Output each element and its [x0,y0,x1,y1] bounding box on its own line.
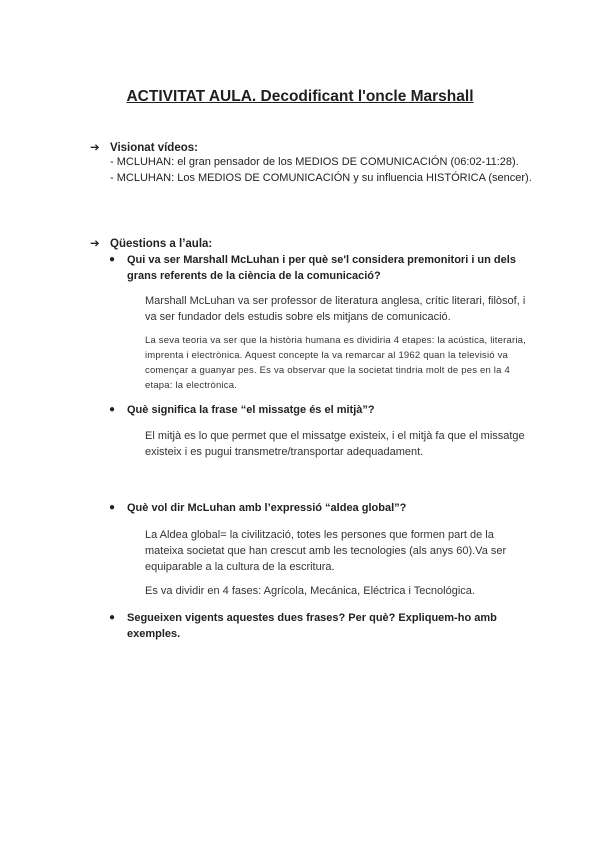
arrow-icon: ➔ [90,142,100,154]
bullet-icon: ● [109,254,116,265]
question-4 [109,610,527,642]
question-2 [109,402,527,418]
bullet-icon: ● [109,404,116,415]
question-2-text: Què significa la frase “el missatge és el mitjà”? [127,404,375,416]
question-3-answer-2: Es va dividir en 4 fases: Agrícola, Mecánica, Eléctrica i Tecnológica. [145,585,475,597]
question-1-answer-1: Marshall McLuhan va ser professor de literatura anglesa, crític literari, filòsof, i va ser fundador dels estudis sobre els mitjans de comunicació. [145,295,526,323]
section-questions-heading [90,236,212,250]
question-3-answer-1: La Aldea global= la civilització, totes les persones que formen part de la mateixa societat que han crescut amb les tecnologies (als anys 60).Va ser equiparable a la cultura de la escritura. [145,529,507,573]
video-line-1: - MCLUHAN: el gran pensador de los MEDIOS DE COMUNICACIÓN (06:02-11:28). [110,156,519,168]
question-3-text: Què vol dir McLuhan amb l’expressió “aldea global”? [127,502,407,514]
video-line-2: - MCLUHAN: Los MEDIOS DE COMUNICACIÓN y su influencia HISTÓRICA (sencer). [110,172,532,184]
question-1-text: Qui va ser Marshall McLuhan i per què se'l considera premonitori i un dels grans referents de la ciència de la comunicació? [127,254,516,282]
question-4-text: Segueixen vigents aquestes dues frases? Per què? Expliquem-ho amb exemples. [127,612,497,640]
page-title: ACTIVITAT AULA. Decodificant l'oncle Marshall [126,88,474,105]
question-1-answer-2: La seva teoria va ser que la història humana es dividiria 4 etapes: la acústica, literaria, imprenta i electrònica. Aquest concepte la va remarcar al 1962 quan la televisió va començar a guanyar pes. Es va observar que la societat tindria molt de pes en la 4 etapa: la electrònica. [145,335,526,391]
arrow-icon: ➔ [90,238,100,250]
bullet-icon: ● [109,502,116,513]
question-3 [109,500,527,516]
section-videos-label: Visionat vídeos: [110,142,198,154]
question-1 [109,252,527,284]
section-questions-label: Qüestions a l’aula: [110,238,213,250]
bullet-icon: ● [109,612,116,623]
question-2-answer: El mitjà es lo que permet que el missatge existeix, i el mitjà fa que el missatge existeix i es pugui transmetre/transportar adequadament. [145,430,525,458]
section-videos-heading [90,140,198,154]
